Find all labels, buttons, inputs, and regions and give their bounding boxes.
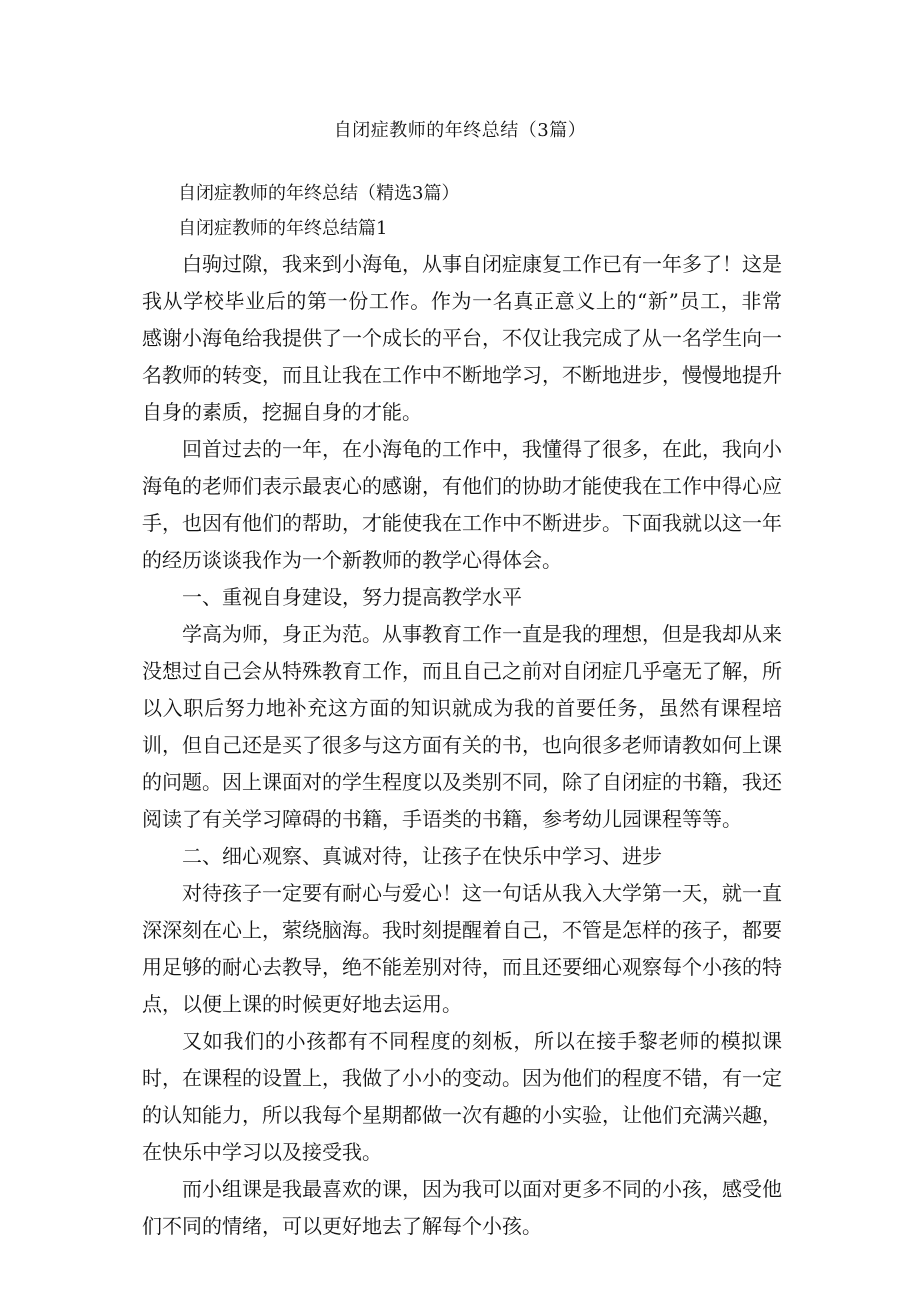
intro-heading: 自闭症教师的年终总结（精选3篇） xyxy=(178,183,460,204)
section-heading: 自闭症教师的年终总结篇1 xyxy=(178,218,388,239)
paragraph: 又如我们的小孩都有不同程度的刻板，所以在接手黎老师的模拟课时，在课程的设置上，我做了小小的变动。因为他们的程度不错，有一定的认知能力，所以我每个星期都做一次有趣的小实验，让他们充满兴趣，在快乐中学习以及接受我。 xyxy=(142,1029,782,1164)
paragraph: 回首过去的一年，在小海龟的工作中，我懂得了很多，在此，我向小海龟的老师们表示最衷心的感谢，有他们的协助才能使我在工作中得心应手，也因有他们的帮助，才能使我在工作中不断进步。下面我就以这一年的经历谈谈我作为一个新教师的教学心得体会。 xyxy=(142,437,782,572)
document-title: 自闭症教师的年终总结（3篇） xyxy=(333,120,587,141)
document-body xyxy=(142,176,782,1245)
paragraph: 白驹过隙，我来到小海龟，从事自闭症康复工作已有一年多了！这是我从学校毕业后的第一份工作。作为一名真正意义上的“新”员工，非常感谢小海龟给我提供了一个成长的平台，不仅让我完成了从一名学生向一名教师的转变，而且让我在工作中不断地学习，不断地进步，慢慢地提升自身的素质，挖掘自身的才能。 xyxy=(142,252,782,424)
paragraph: 学高为师，身正为范。从事教育工作一直是我的理想，但是我却从来没想过自己会从特殊教育工作，而且自己之前对自闭症几乎毫无了解，所以入职后努力地补充这方面的知识就成为我的首要任务，虽然有课程培训，但自己还是买了很多与这方面有关的书，也向很多老师请教如何上课的问题。因上课面对的学生程度以及类别不同，除了自闭症的书籍，我还阅读了有关学习障碍的书籍，手语类的书籍，参考幼儿园课程等等。 xyxy=(142,622,782,831)
subsection-heading: 一、重视自身建设，努力提高教学水平 xyxy=(182,585,522,609)
subsection-heading: 二、细心观察、真诚对待，让孩子在快乐中学习、进步 xyxy=(182,844,662,868)
paragraph: 对待孩子一定要有耐心与爱心！这一句话从我入大学第一天，就一直深深刻在心上，萦绕脑海。我时刻提醒着自己，不管是怎样的孩子，都要用足够的耐心去教导，绝不能差别对待，而且还要细心观察每个小孩的特点，以便上课的时候更好地去运用。 xyxy=(142,881,782,1016)
paragraph: 而小组课是我最喜欢的课，因为我可以面对更多不同的小孩，感受他们不同的情绪，可以更好地去了解每个小孩。 xyxy=(142,1177,782,1238)
